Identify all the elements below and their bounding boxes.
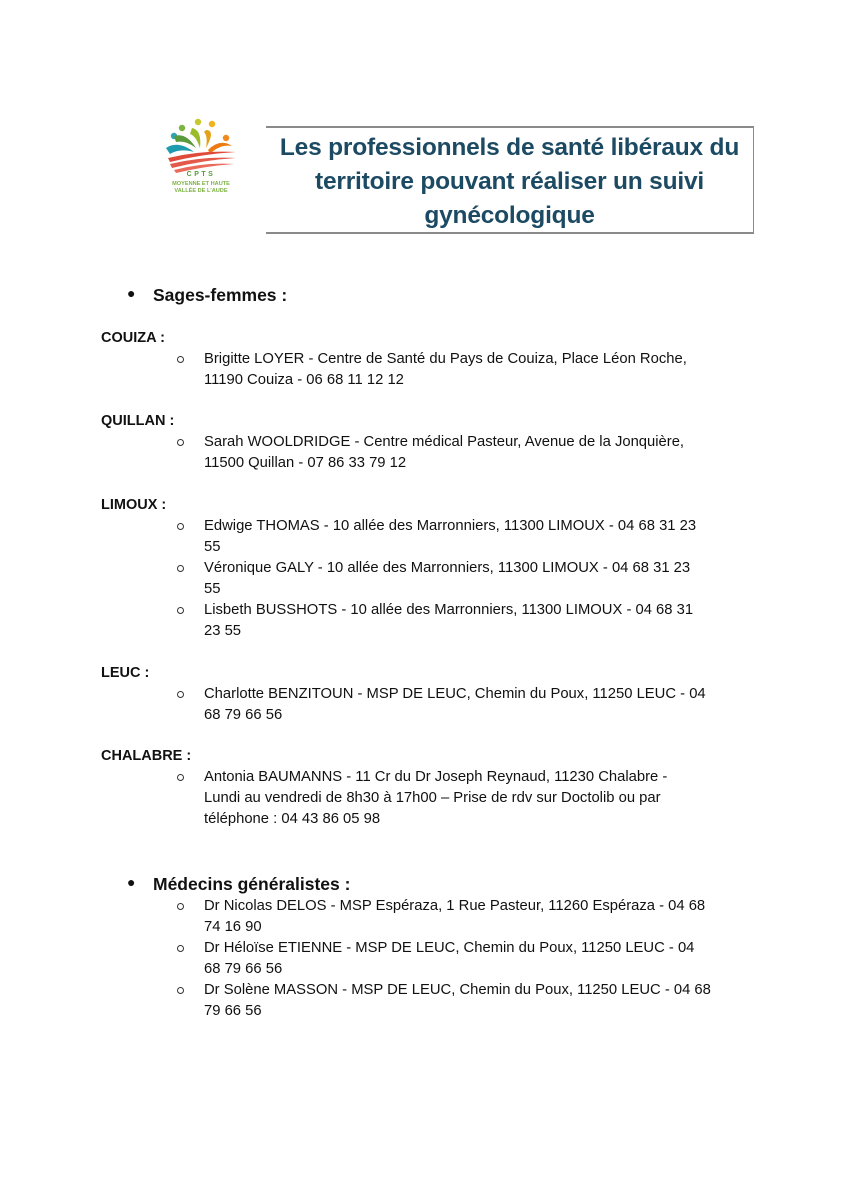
city-label-quillan: QUILLAN : [101, 413, 175, 429]
circle-bullet-icon [177, 565, 184, 572]
entry-line: Sarah WOOLDRIDGE - Centre médical Pasteur, Avenue de la Jonquière, [204, 434, 685, 450]
list-item [204, 558, 764, 600]
entry-line: 68 79 66 56 [204, 961, 283, 977]
title-line-2: territoire pouvant réaliser un suivi [315, 168, 704, 195]
city-label-leuc: LEUC : [101, 665, 150, 681]
entry-line: Lisbeth BUSSHOTS - 10 allée des Marronniers, 11300 LIMOUX - 04 68 31 [204, 602, 694, 618]
list-item [204, 349, 764, 391]
logo-subtitle-line1: MOYENNE ET HAUTE [172, 181, 230, 187]
logo-subtitle-line2: VALLÉE DE L'AUDE [174, 188, 228, 194]
entry-line: 11500 Quillan - 07 86 33 79 12 [204, 455, 407, 471]
list-item [204, 684, 764, 726]
entry-line: Véronique GALY - 10 allée des Marronniers, 11300 LIMOUX - 04 68 31 23 [204, 560, 691, 576]
entry-line: Brigitte LOYER - Centre de Santé du Pays de Couiza, Place Léon Roche, [204, 351, 687, 367]
entry-line: Dr Héloïse ETIENNE - MSP DE LEUC, Chemin du Poux, 11250 LEUC - 04 [204, 940, 695, 956]
cpts-logo-graphic [160, 118, 242, 174]
title-box [266, 126, 754, 234]
circle-bullet-icon [177, 691, 184, 698]
section-heading-text: Sages-femmes : [153, 285, 288, 305]
city-label-chalabre: CHALABRE : [101, 748, 192, 764]
list-item [204, 938, 764, 980]
list-item [204, 896, 764, 938]
cpts-logo [160, 118, 242, 204]
entry-line: Edwige THOMAS - 10 allée des Marronniers, 11300 LIMOUX - 04 68 31 23 [204, 518, 697, 534]
bullet-icon: ● [127, 874, 136, 890]
list-item [204, 767, 764, 830]
list-item [204, 600, 764, 642]
entry-line: téléphone : 04 43 86 05 98 [204, 811, 381, 827]
entry-line: Lundi au vendredi de 8h30 à 17h00 – Prise de rdv sur Doctolib ou par [204, 790, 661, 806]
circle-bullet-icon [177, 607, 184, 614]
circle-bullet-icon [177, 356, 184, 363]
entry-line: Dr Solène MASSON - MSP DE LEUC, Chemin du Poux, 11250 LEUC - 04 68 [204, 982, 711, 998]
entry-line: 79 66 56 [204, 1003, 262, 1019]
entry-line: Dr Nicolas DELOS - MSP Espéraza, 1 Rue Pasteur, 11260 Espéraza - 04 68 [204, 898, 706, 914]
entry-line: 23 55 [204, 623, 242, 639]
entry-line: 55 [204, 539, 221, 555]
entry-line: Antonia BAUMANNS - 11 Cr du Dr Joseph Reynaud, 11230 Chalabre - [204, 769, 668, 785]
list-item [204, 516, 764, 558]
logo-acronym: CPTS [186, 171, 216, 178]
entry-line: 74 16 90 [204, 919, 262, 935]
circle-bullet-icon [177, 903, 184, 910]
title-line-1: Les professionnels de santé libéraux du [279, 134, 740, 161]
section-heading-text: Médecins généralistes : [153, 874, 351, 894]
page-title [266, 131, 753, 233]
list-item [204, 980, 764, 1022]
title-line-3: gynécologique [424, 202, 595, 229]
city-label-limoux: LIMOUX : [101, 497, 167, 513]
circle-bullet-icon [177, 523, 184, 530]
entry-line: 55 [204, 581, 221, 597]
entry-line: 68 79 66 56 [204, 707, 283, 723]
entry-line: 11190 Couiza - 06 68 11 12 12 [204, 372, 404, 388]
list-item [204, 432, 764, 474]
circle-bullet-icon [177, 774, 184, 781]
entry-line: Charlotte BENZITOUN - MSP DE LEUC, Chemin du Poux, 11250 LEUC - 04 [204, 686, 706, 702]
circle-bullet-icon [177, 987, 184, 994]
section-heading-medecins [127, 874, 351, 895]
circle-bullet-icon [177, 945, 184, 952]
section-heading-sages-femmes [127, 285, 288, 306]
city-label-couiza: COUIZA : [101, 330, 165, 346]
circle-bullet-icon [177, 439, 184, 446]
bullet-icon: ● [127, 285, 136, 301]
